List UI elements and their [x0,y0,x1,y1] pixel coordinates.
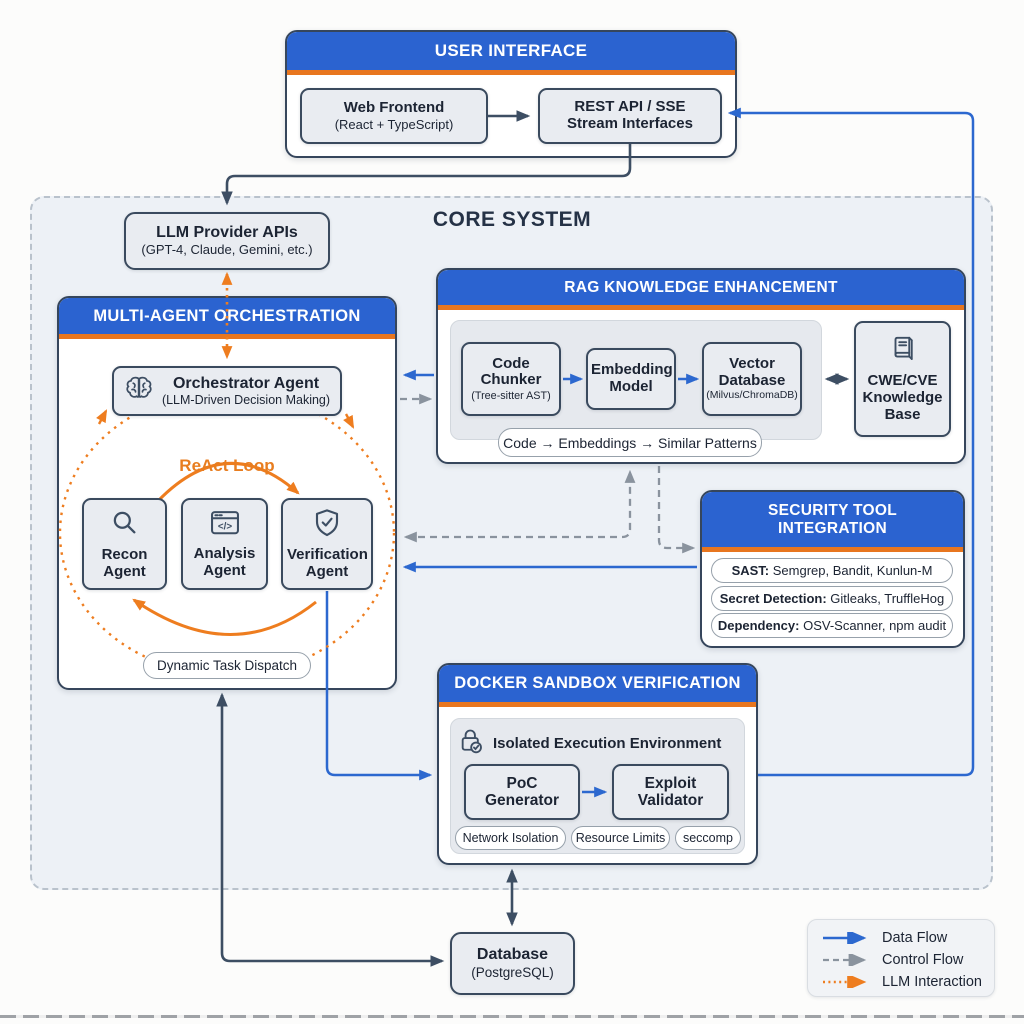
docker-header: DOCKER SANDBOX VERIFICATION [439,665,756,707]
database-subtitle: (PostgreSQL) [471,965,554,981]
core-system-title: CORE SYSTEM [432,208,592,231]
rest-api-line1: REST API / SSE [574,98,686,116]
llm-interaction-sample-line [822,976,872,988]
control-flow-label: Control Flow [882,952,964,968]
vector-database-node [702,342,802,416]
orchestrator-subtitle: (LLM-Driven Decision Making) [161,393,331,408]
rest-api-node [538,88,722,144]
svg-text:</>: </> [217,521,232,533]
secret-detection-value: Gitleaks, TruffleHog [826,591,945,606]
sast-pill [711,558,953,583]
legend-row-data-flow [822,927,994,949]
brain-icon [124,375,154,408]
data-flow-sample-line [822,932,872,944]
llm-provider-node [124,212,330,270]
database-node [450,932,575,995]
sast-value: Semgrep, Bandit, Kunlun-M [769,563,933,578]
code-chunker-subtitle: (Tree-sitter AST) [471,390,551,403]
dispatch-label: Dynamic Task Dispatch [156,657,298,673]
orchestration-panel [57,296,397,690]
dependency-value: OSV-Scanner, npm audit [799,618,947,633]
embedding-model-node [586,348,676,410]
poc-generator-label: PoC Generator [484,774,560,809]
rest-api-line2: Stream Interfaces [567,115,693,132]
isolated-env-label: Isolated Execution Environment [493,734,722,752]
resource-limits-pill [571,826,670,850]
secret-detection-pill [711,586,953,611]
recon-agent-label: Recon Agent [101,546,148,580]
recon-agent-node [82,498,167,590]
dependency-label: Dependency: [717,618,800,633]
security-header: SECURITY TOOL INTEGRATION [702,492,963,552]
code-window-icon [208,508,242,543]
seccomp-label: seccomp [682,830,734,845]
exploit-validator-label: Exploit Validator [637,774,704,809]
data-flow-label: Data Flow [882,930,948,946]
magnifier-icon [109,507,141,544]
vector-database-subtitle: (Milvus/ChromaDB) [706,389,798,402]
exploit-validator-node [612,764,729,820]
control-flow-sample-line [822,954,872,966]
network-isolation-pill [455,826,566,850]
embedding-model-title: Embedding Model [591,361,673,395]
code-chunker-title: Code Chunker [480,354,542,389]
web-frontend-title: Web Frontend [343,98,445,116]
web-frontend-node [300,88,488,144]
react-loop-label: ReAct Loop [179,456,275,475]
isolated-env-heading [458,726,738,760]
verification-agent-node [281,498,373,590]
legend-row-llm-interaction [822,971,994,993]
vector-database-title: Vector Database [718,354,786,389]
verification-agent-label: Verification Agent [287,546,368,580]
legend [807,919,995,997]
sast-label: SAST: [731,563,770,578]
cwe-cve-knowledge-node [854,321,951,437]
network-isolation-label: Network Isolation [462,830,559,845]
poc-generator-node [464,764,580,820]
analysis-agent-node [181,498,268,590]
rag-pipeline-label: Code → Embeddings → Similar Patterns [503,434,757,451]
llm-provider-subtitle: (GPT-4, Claude, Gemini, etc.) [141,242,313,258]
book-icon [888,334,918,369]
legend-row-control-flow [822,949,994,971]
dynamic-task-dispatch-pill [143,652,311,679]
llm-provider-title: LLM Provider APIs [156,224,298,242]
analysis-agent-label: Analysis Agent [193,545,256,579]
orchestrator-agent-node [112,366,342,416]
code-chunker-node [461,342,561,416]
user-interface-header: USER INTERFACE [287,32,735,75]
rag-header: RAG KNOWLEDGE ENHANCEMENT [438,270,964,310]
database-title: Database [476,946,549,964]
bottom-edge-line [0,1015,1024,1018]
shield-check-icon [311,507,343,544]
seccomp-pill [675,826,741,850]
orchestrator-title: Orchestrator Agent [172,374,320,392]
resource-limits-label: Resource Limits [575,830,666,845]
llm-interaction-label: LLM Interaction [882,974,982,990]
secret-detection-label: Secret Detection: [719,591,827,606]
web-frontend-subtitle: (React + TypeScript) [334,116,454,132]
rag-pipeline-pill [498,428,762,457]
cwe-cve-label: CWE/CVE Knowledge Base [862,372,943,423]
lock-check-icon [458,727,486,760]
orchestration-header: MULTI-AGENT ORCHESTRATION [59,298,395,339]
dependency-pill [711,613,953,638]
